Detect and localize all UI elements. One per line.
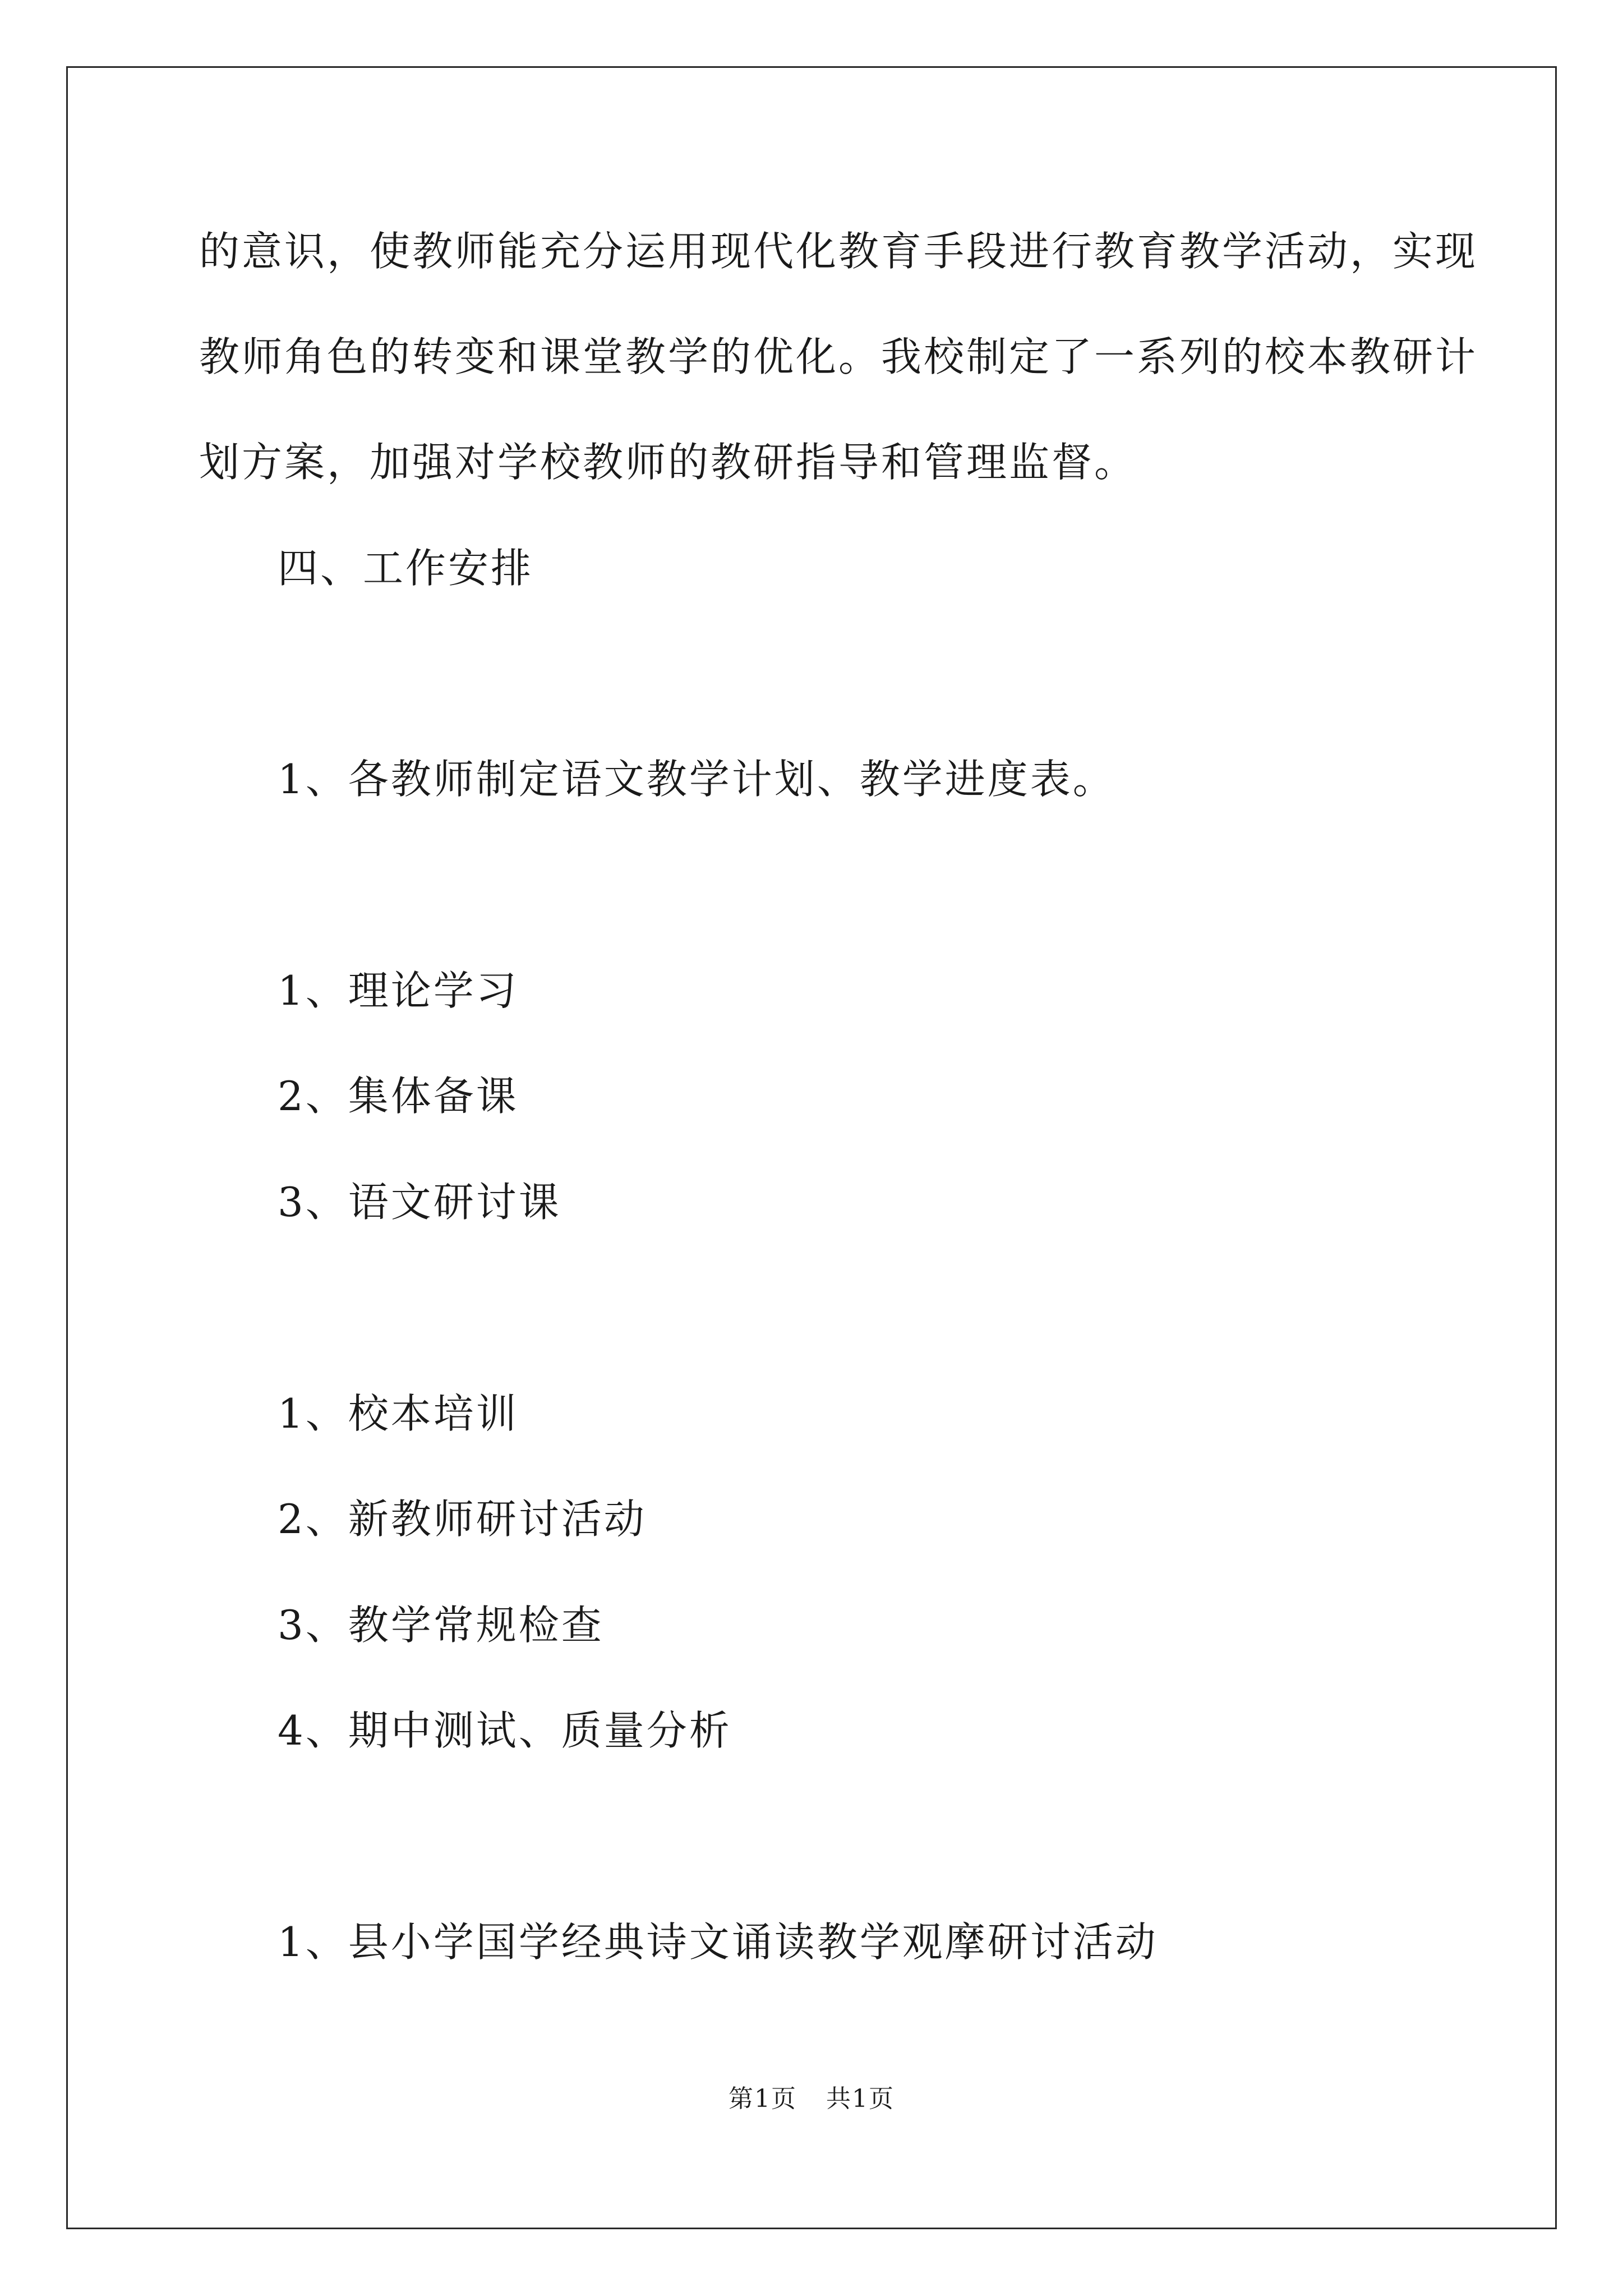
page-total: 共1页 — [826, 2085, 895, 2113]
list-item: 2、新教师研讨活动 — [278, 1496, 647, 1543]
section-heading: 四、工作安排 — [278, 545, 534, 592]
paragraph-line: 划方案，加强对学校教师的教研指导和管理监督。 — [199, 439, 1137, 486]
list-item: 2、集体备课 — [278, 1073, 519, 1120]
list-item: 3、语文研讨课 — [278, 1179, 561, 1226]
paragraph-line: 教师角色的转变和课堂教学的优化。我校制定了一系列的校本教研计 — [199, 333, 1478, 380]
page-border — [66, 66, 1557, 2229]
list-item: 1、理论学习 — [278, 967, 519, 1014]
page-number: 第1页 — [728, 2085, 797, 2113]
list-item: 4、期中测试、质量分析 — [278, 1707, 732, 1754]
list-item: 1、县小学国学经典诗文诵读教学观摩研讨活动 — [278, 1918, 1158, 1966]
list-item: 3、教学常规检查 — [278, 1602, 604, 1649]
page-footer — [0, 2082, 1623, 2116]
list-item: 1、各教师制定语文教学计划、教学进度表。 — [278, 756, 1115, 803]
paragraph-line: 的意识，使教师能充分运用现代化教育手段进行教育教学活动，实现 — [199, 228, 1478, 275]
list-item: 1、校本培训 — [278, 1390, 519, 1437]
